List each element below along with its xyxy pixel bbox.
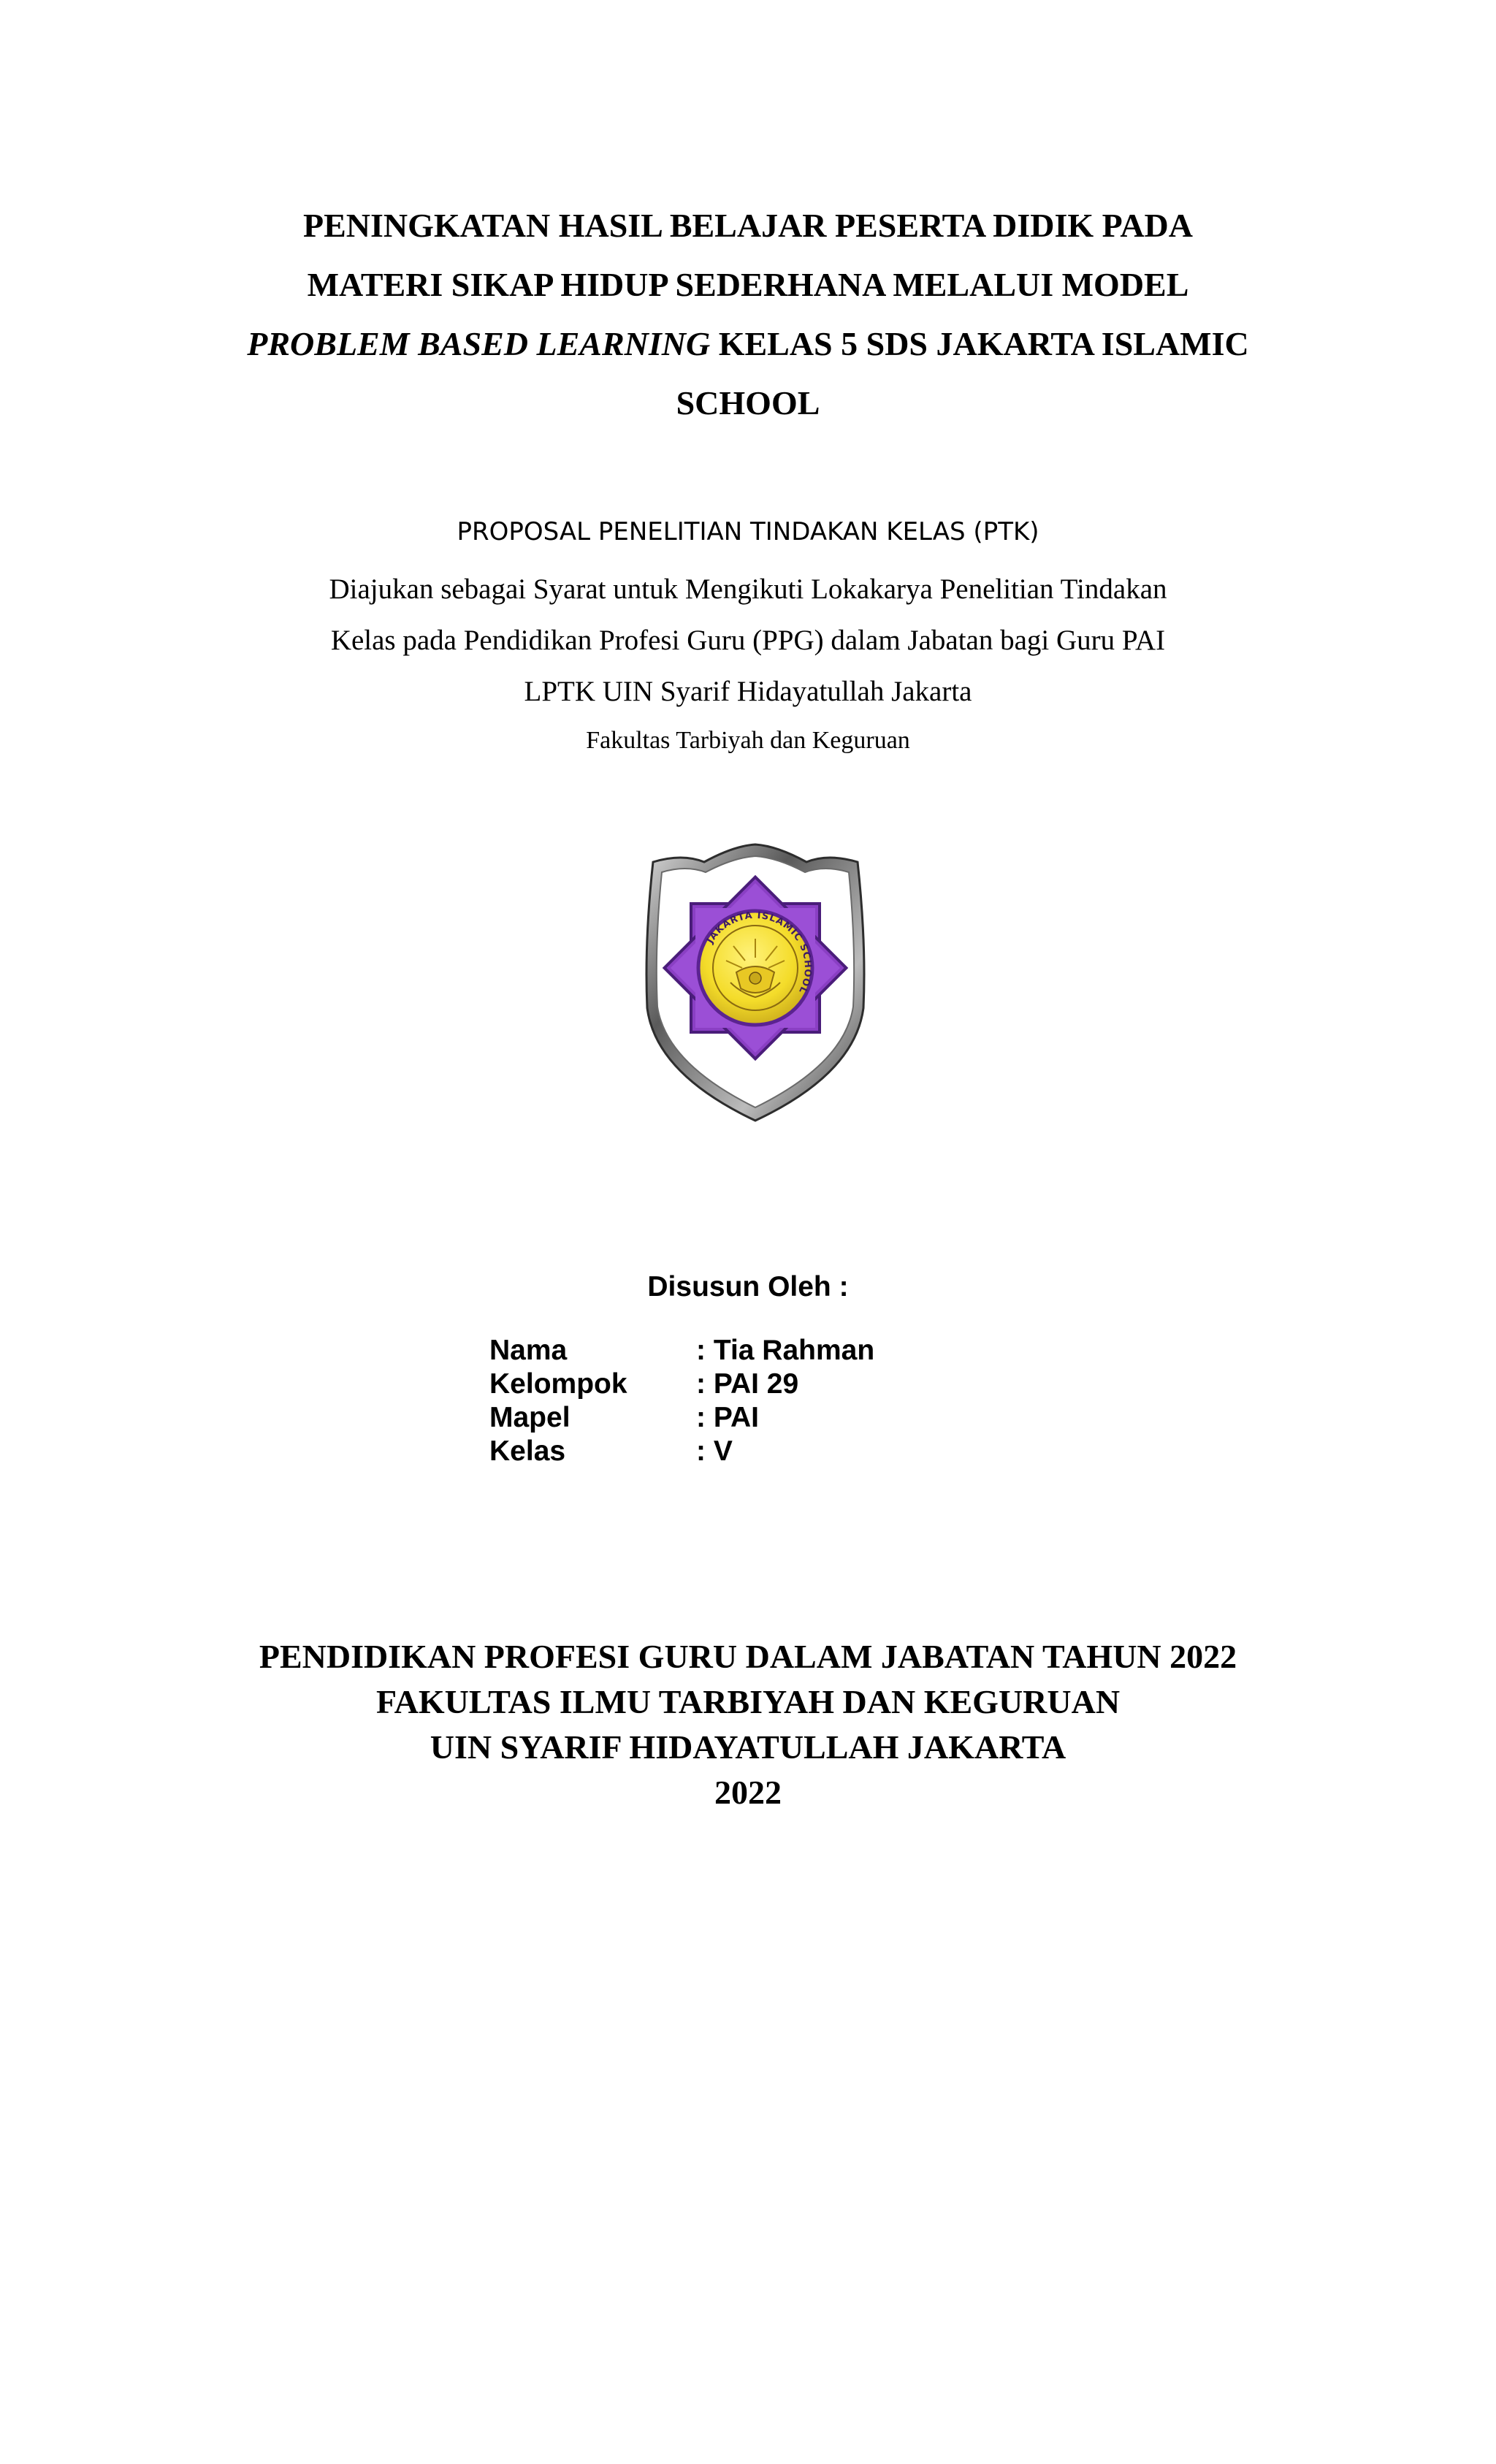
school-shield-emblem-icon bbox=[631, 840, 879, 1125]
footer-line-1: PENDIDIKAN PROFESI GURU DALAM JABATAN TAHUN 2022 bbox=[259, 1638, 1237, 1675]
author-label: Kelompok bbox=[489, 1368, 627, 1400]
submission-statement bbox=[0, 564, 1496, 717]
submission-line-3: LPTK UIN Syarif Hidayatullah Jakarta bbox=[524, 676, 972, 707]
faculty-name: Fakultas Tarbiyah dan Keguruan bbox=[586, 727, 910, 754]
author-value: : V bbox=[696, 1435, 733, 1467]
author-heading: Disusun Oleh : bbox=[647, 1271, 849, 1302]
footer-line-3: UIN SYARIF HIDAYATULLAH JAKARTA bbox=[430, 1728, 1066, 1766]
author-value: : PAI 29 bbox=[696, 1368, 799, 1400]
title-line-1: PENINGKATAN HASIL BELAJAR PESERTA DIDIK PADA bbox=[303, 207, 1193, 244]
institution-footer bbox=[0, 1634, 1496, 1815]
submission-line-2: Kelas pada Pendidikan Profesi Guru (PPG) dalam Jabatan bagi Guru PAI bbox=[330, 625, 1166, 656]
footer-year: 2022 bbox=[714, 1774, 782, 1811]
author-value: : Tia Rahman bbox=[696, 1335, 875, 1366]
emblem-ring-text: JAKARTA ISLAMIC SCHOOL bbox=[704, 909, 814, 996]
author-label: Nama bbox=[489, 1335, 568, 1366]
author-label: Mapel bbox=[489, 1402, 570, 1433]
title-line-3-rest: KELAS 5 SDS JAKARTA ISLAMIC bbox=[710, 325, 1249, 362]
proposal-type: PROPOSAL PENELITIAN TINDAKAN KELAS (PTK) bbox=[457, 517, 1039, 546]
title-italic-phrase: PROBLEM BASED LEARNING bbox=[247, 325, 711, 362]
document-title bbox=[0, 196, 1496, 432]
title-line-4: SCHOOL bbox=[676, 384, 820, 422]
submission-line-1: Diajukan sebagai Syarat untuk Mengikuti Lokakarya Penelitian Tindakan bbox=[329, 573, 1167, 605]
school-logo bbox=[631, 840, 879, 1125]
title-line-3 bbox=[0, 314, 1496, 373]
author-label: Kelas bbox=[489, 1435, 566, 1467]
title-line-2: MATERI SIKAP HIDUP SEDERHANA MELALUI MODEL bbox=[307, 266, 1189, 303]
author-value: : PAI bbox=[696, 1402, 759, 1433]
footer-line-2: FAKULTAS ILMU TARBIYAH DAN KEGURUAN bbox=[375, 1683, 1121, 1720]
